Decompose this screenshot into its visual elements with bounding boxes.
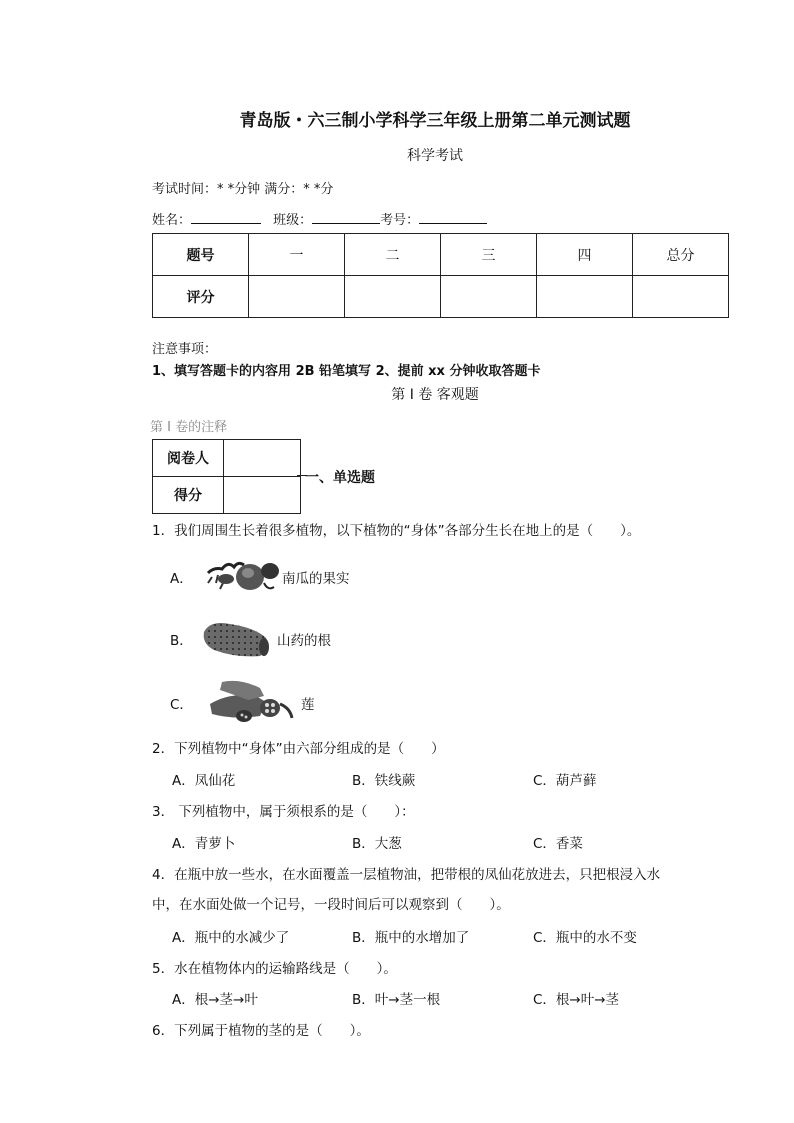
table-cell: 评分 — [153, 276, 249, 318]
option: C．葫芦藓 — [533, 773, 597, 789]
part-title: 一、单选题 — [305, 470, 375, 486]
name-label: 姓名： — [152, 213, 192, 228]
option: B．瓶中的水增加了 — [352, 930, 470, 946]
option: C．瓶中的水不变 — [533, 930, 637, 946]
score-table-header-row — [153, 234, 729, 276]
notes-heading: 注意事项： — [152, 342, 218, 357]
option: B．大葱 — [352, 836, 402, 852]
table-cell — [345, 276, 441, 318]
option: B．叶→茎一根 — [352, 992, 441, 1008]
table-cell — [249, 276, 345, 318]
option-text: 南瓜的果实 — [282, 571, 350, 587]
volume-note: 第 I 卷的注释 — [150, 420, 228, 435]
option-letter: A． — [170, 571, 193, 587]
question-3-stem: 3． 下列植物中，属于须根系的是（ ）： — [152, 804, 415, 820]
option-letter: B． — [170, 633, 193, 649]
option: C．根→叶→茎 — [533, 992, 620, 1008]
table-cell: 四 — [537, 234, 633, 276]
class-label: 班级： — [273, 213, 313, 228]
table-cell — [441, 276, 537, 318]
page-title: 青岛版・六三制小学科学三年级上册第二单元测试题 — [239, 111, 631, 131]
page-subtitle: 科学考试 — [407, 148, 463, 164]
table-cell: 总分 — [633, 234, 729, 276]
grader-blank — [224, 440, 301, 477]
score-table-score-row — [153, 276, 729, 318]
table-cell — [537, 276, 633, 318]
notes-text: 1、填写答题卡的内容用 2B 铅笔填写 2、提前 xx 分钟收取答题卡 — [152, 364, 541, 379]
number-label: 考号： — [380, 213, 420, 228]
number-blank[interactable] — [419, 211, 487, 224]
table-cell: 三 — [441, 234, 537, 276]
exam-info: 考试时间：* *分钟 满分：* *分 — [152, 182, 334, 197]
question-6-stem: 6．下列属于植物的茎的是（ ）。 — [152, 1023, 370, 1039]
option: A．青萝卜 — [172, 836, 236, 852]
name-blank[interactable] — [191, 211, 261, 224]
question-2-stem: 2．下列植物中“身体”由六部分组成的是（ ） — [152, 741, 445, 757]
option: A．根→茎→叶 — [172, 992, 258, 1008]
grader-table — [152, 439, 301, 514]
score-label: 得分 — [153, 477, 224, 514]
score-table — [152, 233, 729, 318]
yam-image — [200, 616, 272, 660]
lotus-root-image — [200, 674, 296, 724]
question-4-stem-line2: 中，在水面处做一个记号，一段时间后可以观察到（ ）。 — [152, 897, 510, 913]
class-blank[interactable] — [312, 211, 380, 224]
option: C．香菜 — [533, 836, 583, 852]
score-blank — [224, 477, 301, 514]
option: A．瓶中的水减少了 — [172, 930, 290, 946]
option: B．铁线蕨 — [352, 773, 416, 789]
table-cell: 题号 — [153, 234, 249, 276]
question-5-stem: 5．水在植物体内的运输路线是（ ）。 — [152, 961, 397, 977]
option-text: 山药的根 — [277, 633, 331, 649]
question-1-stem: 1．我们周围生长着很多植物，以下植物的“身体”各部分生长在地上的是（ ）。 — [152, 523, 641, 539]
grader-label: 阅卷人 — [153, 440, 224, 477]
pumpkin-image — [204, 553, 280, 597]
volume-title: 第 I 卷 客观题 — [391, 387, 479, 403]
question-4-stem-line1: 4．在瓶中放一些水，在水面覆盖一层植物油，把带根的凤仙花放进去，只把根浸入水 — [152, 867, 661, 883]
table-cell: 二 — [345, 234, 441, 276]
table-cell — [633, 276, 729, 318]
option-letter: C． — [170, 697, 193, 713]
student-info-row — [152, 209, 487, 228]
table-cell: 一 — [249, 234, 345, 276]
option: A．凤仙花 — [172, 773, 236, 789]
option-text: 莲 — [301, 697, 315, 713]
